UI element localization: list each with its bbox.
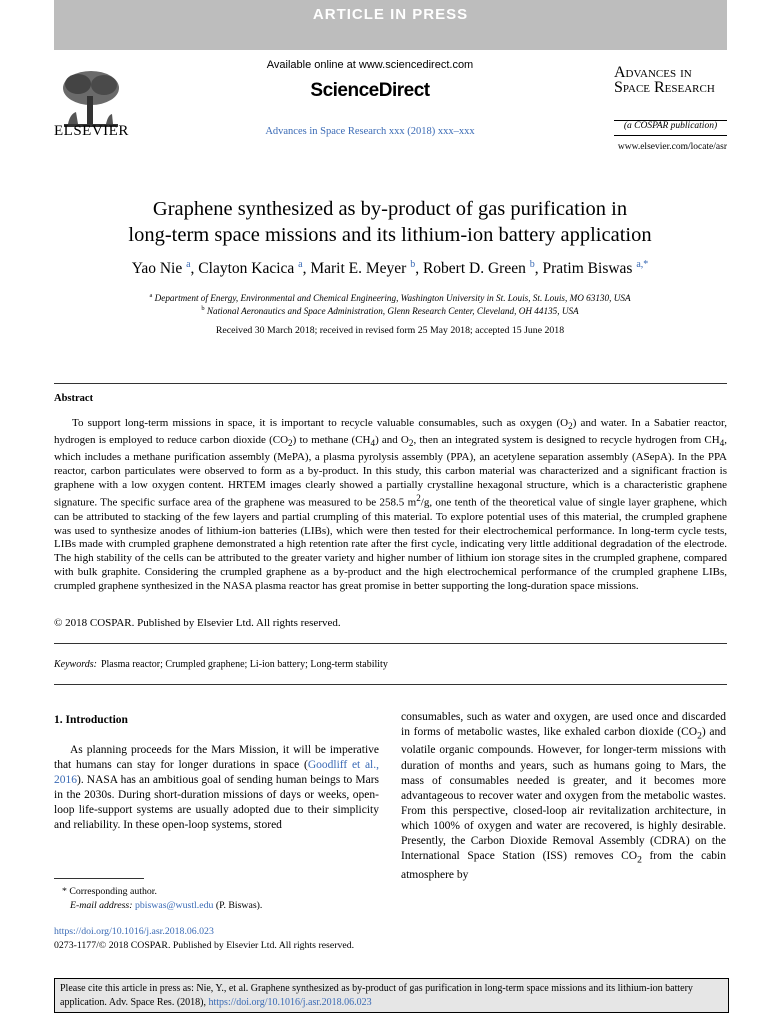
keywords-text: Plasma reactor; Crumpled graphene; Li-ion battery; Long-term stability xyxy=(100,659,388,670)
affiliation-text: National Aeronautics and Space Administration, Glenn Research Center, Cleveland, OH 44135, USA xyxy=(206,306,579,316)
affiliation-a xyxy=(60,292,720,303)
author-separator: , xyxy=(534,260,543,277)
author-separator: , xyxy=(302,260,311,277)
author-name[interactable]: Robert D. Green xyxy=(422,260,526,277)
citation-doi-link[interactable]: https://doi.org/10.1016/j.asr.2018.06.023 xyxy=(208,996,372,1008)
intro-column-right: consumables, such as water and oxygen, are used once and discarded in forms of metabolic wastes, like exhaled carbon dioxide $(CO_2)$ and volatile organic compounds. However, for longer-term missions with duration of months and years, such as humans going to Mars, the mass of consumables needed is greater, and it becomes more advantageous to recover water and oxygen from the metabolic wastes. From this perspective, closed-loop air revitalization architecture, in which 100% of oxygen and water are recovered, is highly desirable. Presently, the Carbon Dioxide Removal Assembly (CDRA) on the International Space Station (ISS) removes $CO_2$ from the cabin atmosphere by xyxy=(401,711,727,881)
author-affiliation-mark[interactable]: b xyxy=(529,259,535,270)
elsevier-wordmark: ELSEVIER xyxy=(54,123,129,139)
available-online-text: Available online at www.sciencedirect.com xyxy=(266,59,474,71)
abstract-copyright: © 2018 COSPAR. Published by Elsevier Ltd. All rights reserved. xyxy=(54,617,341,629)
author-separator: , xyxy=(190,260,199,277)
author-affiliation-mark[interactable]: a,* xyxy=(636,259,649,270)
author-name[interactable]: Yao Nie xyxy=(131,260,183,277)
intro-column-left: As planning proceeds for the Mars Mission, it will be imperative that humans can stay for longer durations in space (Goodliff et al., 2016). NASA has an ambitious goal of sending human beings to Mars in the 2030s. During short-duration missions of days or weeks, open-loop life-support systems are usually adopted due to their simplicity and reliability. In these open-loop systems, stored xyxy=(54,744,379,832)
affiliation-text: Department of Energy, Environmental and Chemical Engineering, Washington University in St. Louis, St. Louis, MO 63130, USA xyxy=(154,293,631,303)
keywords-bottom-rule xyxy=(54,684,727,685)
abstract-body xyxy=(54,417,727,594)
author-list xyxy=(60,259,720,278)
email-suffix: (P. Biswas). xyxy=(215,900,263,911)
author-affiliation-mark[interactable]: a xyxy=(186,259,191,270)
article-title-line-1: Graphene synthesized as by-product of gas purification in xyxy=(152,198,628,220)
journal-url[interactable]: www.elsevier.com/locate/asr xyxy=(617,142,727,152)
journal-subtitle-rule xyxy=(614,135,727,136)
affiliation-b xyxy=(60,305,720,316)
doi-link[interactable]: https://doi.org/10.1016/j.asr.2018.06.023 xyxy=(54,926,214,937)
issn-copyright: 0273-1177/© 2018 COSPAR. Published by Elsevier Ltd. All rights reserved. xyxy=(54,940,355,951)
citation-box xyxy=(54,978,729,1013)
journal-reference-link[interactable]: Advances in Space Research xxx (2018) xxx–xxx xyxy=(265,126,475,137)
received-dates: Received 30 March 2018; received in revised form 25 May 2018; accepted 15 June 2018 xyxy=(215,325,565,336)
keywords-label: Keywords: xyxy=(54,659,97,670)
journal-subtitle: (a COSPAR publication) xyxy=(623,121,718,131)
email-link[interactable]: pbiswas@wustl.edu xyxy=(134,900,214,911)
author-affiliation-mark[interactable]: b xyxy=(410,259,416,270)
author-separator: , xyxy=(415,260,423,277)
sciencedirect-logo[interactable]: ScienceDirect xyxy=(310,80,430,101)
article-title-line-2: long-term space missions and its lithium-ion battery application xyxy=(128,224,652,246)
author-affiliation-mark[interactable]: a xyxy=(298,259,303,270)
corresponding-author-note: * Corresponding author. xyxy=(62,886,157,897)
article-title xyxy=(60,196,720,248)
journal-title: Advances in Space Research xyxy=(614,64,715,96)
footnote-rule xyxy=(54,878,144,879)
author-name[interactable]: Pratim Biswas xyxy=(542,260,633,277)
email-footnote xyxy=(70,900,262,911)
affiliation-mark: a xyxy=(149,292,153,299)
section-heading-introduction: 1. Introduction xyxy=(54,714,128,726)
abstract-top-rule xyxy=(54,383,727,384)
email-label: E-mail address: xyxy=(70,900,133,911)
author-name[interactable]: Marit E. Meyer xyxy=(310,260,407,277)
abstract-paragraph: To support long-term missions in space, it is important to recycle valuable consumables, such as oxygen $(O_2)$ and water. In a Sabatier reactor, hydrogen is employed to reduce carbon dioxide $(CO_2)$ to methane $(CH_4)$ and $O_2$, then an integrated system is designed to recycle hydrogen from $CH_4$, which includes a methane purification assembly (MePA), a plasma pyrolysis assembly (PPA), an acetylene separation assembly (ASepA). In the PPA reactor, carbon particulates were observed to form as a by-product. In this study, this carbon material was characterized and a significant fraction is graphene with a low oxygen content. HRTEM images clearly showed a partially crystalline hexagonal structure, which is a characteristic graphene signature. The specific surface area of the graphene was measured to be 258.5 $m^2/g$, one tenth of the theoretical value of single layer graphene, which can be attributed to stacking of the few layers and partial crumpling of this material. To explore potential uses of this material, the crumpled graphene was used to synthesize anodes of lithium-ion batteries (LIBs), which were then tested for their electrochemical performance. In long-term cycle tests, LIBs made with crumpled graphene demonstrated a high retention rate after the first cycle, indicating very little additional degradation of the electrode. The high stability of the cells can be attributed to the greater variety and higher number of lithium ion storage sites in the crumpled graphene, compared with bulk graphite. Considering the crumpled graphene as a by-product and the high electrochemical performance of the crumpled graphene LIBs, crumpled graphene synthesized in the NASA plasma reactor has great promise in better supporting the long-duration space missions. xyxy=(54,417,727,592)
abstract-heading: Abstract xyxy=(54,393,94,404)
author-name[interactable]: Clayton Kacica xyxy=(198,260,295,277)
article-in-press-banner: ARTICLE IN PRESS xyxy=(54,0,727,50)
keywords xyxy=(54,659,388,670)
citation-text: Please cite this article in press as: Nie, Y., et al. Graphene synthesized as by-product of gas purification in long-term space missions and its lithium-ion battery application. Adv. Space Res. (2018), xyxy=(60,983,693,1008)
affiliation-mark: b xyxy=(201,305,205,312)
keywords-top-rule xyxy=(54,643,727,644)
